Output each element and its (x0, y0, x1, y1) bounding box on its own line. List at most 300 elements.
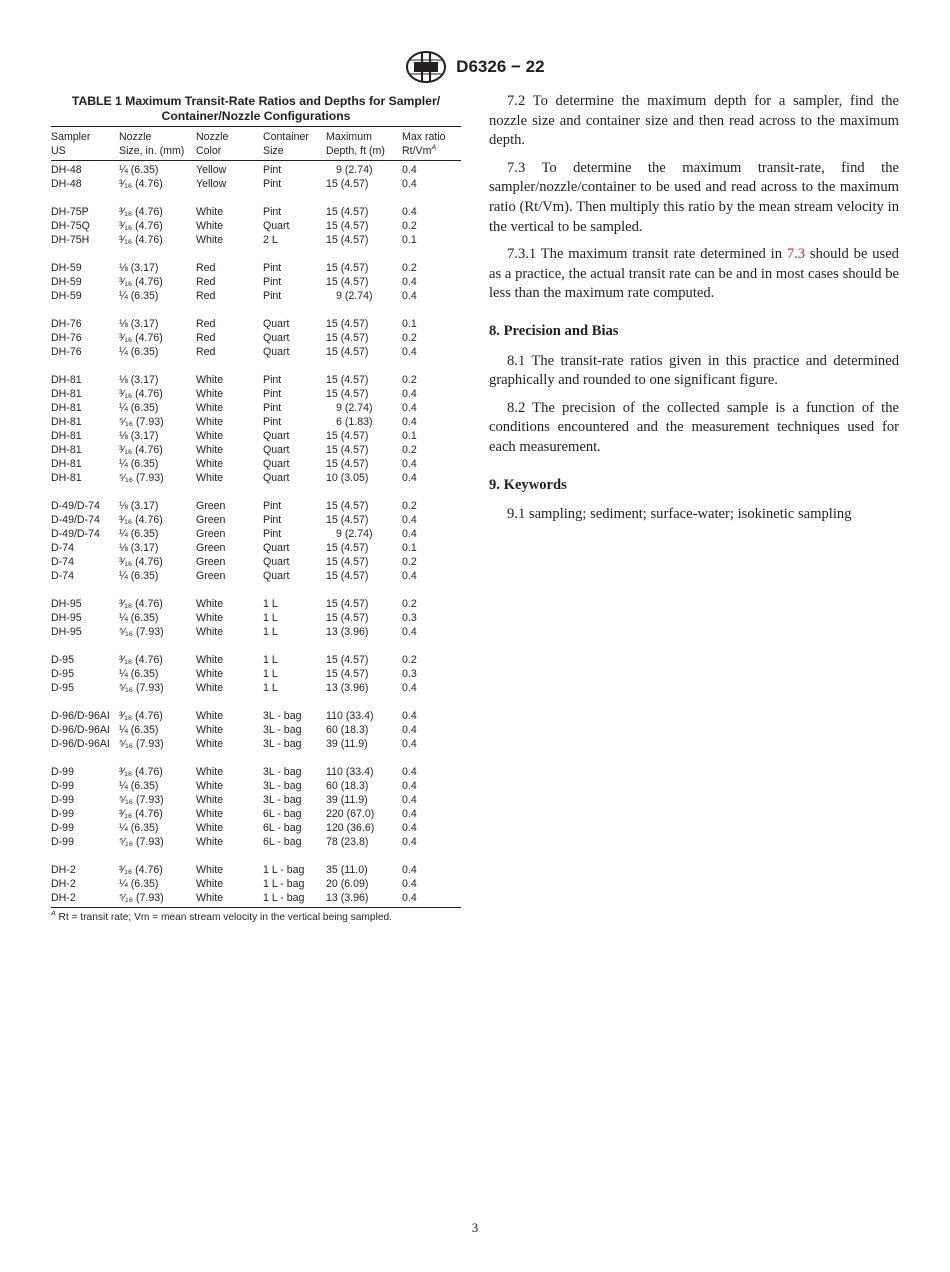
cell-max-ratio: 0.3 (402, 668, 417, 680)
cell-nozzle-color: White (196, 374, 224, 386)
cell-max-depth: 15 (4.57) (326, 318, 369, 330)
cell-max-ratio: 0.2 (402, 262, 417, 274)
cell-sampler: DH-2 (51, 864, 76, 876)
cell-max-depth: 15 (4.57) (326, 388, 369, 400)
table-row (51, 597, 461, 611)
cell-sampler: DH-59 (51, 262, 82, 274)
cell-sampler: DH-2 (51, 891, 119, 908)
cell-max-depth: 13 (3.96) (326, 891, 402, 908)
col-header-max-ratio: Max ratio $Rt/Vm^A$ (402, 127, 461, 161)
cell-max-ratio: 0.4 (402, 164, 417, 176)
cell-max-depth: 15 (4.57) (326, 654, 369, 666)
cell-container-size: 1 L (263, 682, 278, 694)
cell-nozzle-size: ¼ (6.35) (119, 878, 159, 890)
cell-nozzle-color: Green (196, 556, 226, 568)
cell-container-size: Pint (263, 374, 282, 386)
cell-sampler: D-99 (51, 822, 74, 834)
cell-container-size: 3L - bag (263, 766, 302, 778)
cell-nozzle-size: ³⁄₁₆ (4.76) (119, 808, 163, 820)
cell-max-ratio: 0.4 (402, 724, 417, 736)
cell-nozzle-color: White (196, 668, 224, 680)
cell-max-depth: 15 (4.57) (326, 220, 369, 232)
cell-nozzle-color: White (196, 878, 224, 890)
table-row (51, 723, 461, 737)
cell-nozzle-color: White (196, 654, 224, 666)
table-row (51, 611, 461, 625)
cell-max-ratio: 0.4 (402, 290, 417, 302)
cell-container-size: 1 L - bag (263, 891, 326, 908)
cell-max-depth: 9 (2.74) (336, 528, 373, 540)
table-row (51, 877, 461, 891)
cell-nozzle-size: ⅛ (3.17) (119, 262, 159, 274)
table-row (51, 499, 461, 513)
cell-max-depth: 6 (1.83) (336, 416, 373, 428)
table-title: TABLE 1 Maximum Transit-Rate Ratios and Depths for Sampler/ Container/Nozzle Configurations (71, 94, 441, 123)
cell-sampler: DH-95 (51, 598, 82, 610)
cell-sampler: D-49/D-74 (51, 514, 100, 526)
cell-nozzle-size: ⅛ (3.17) (119, 318, 159, 330)
page-header (0, 50, 950, 84)
cell-max-depth: 120 (36.6) (326, 822, 375, 834)
cell-nozzle-size: ³⁄₁₆ (4.76) (119, 220, 163, 232)
cell-container-size: Pint (263, 416, 282, 428)
group-spacer (51, 247, 461, 261)
cell-max-depth: 15 (4.57) (326, 570, 369, 582)
table-row (51, 653, 461, 667)
cell-nozzle-color: White (196, 402, 224, 414)
document-id: D6326 − 22 (456, 57, 545, 76)
cell-max-depth: 15 (4.57) (326, 178, 369, 190)
cell-nozzle-size: ³⁄₁₆ (4.76) (119, 332, 163, 344)
cell-container-size: Pint (263, 178, 282, 190)
cell-max-depth: 10 (3.05) (326, 472, 369, 484)
cell-nozzle-color: White (196, 430, 224, 442)
table-row (51, 317, 461, 331)
table-row (51, 737, 461, 751)
cell-max-ratio: 0.4 (402, 570, 417, 582)
cell-nozzle-color: White (196, 444, 224, 456)
cell-max-ratio: 0.4 (402, 206, 417, 218)
cell-sampler: D-99 (51, 794, 74, 806)
cell-container-size: Quart (263, 472, 290, 484)
cell-nozzle-color: White (196, 780, 224, 792)
table-row (51, 275, 461, 289)
cell-max-ratio: 0.1 (402, 318, 417, 330)
cell-max-ratio: 0.4 (402, 388, 417, 400)
cell-sampler: DH-81 (51, 416, 82, 428)
table-row (51, 821, 461, 835)
table-row (51, 177, 461, 191)
cell-sampler: DH-75P (51, 206, 89, 218)
cell-nozzle-color: White (196, 458, 224, 470)
cell-nozzle-size: ⁵⁄₁₆ (7.93) (119, 682, 164, 694)
cell-nozzle-color: White (196, 724, 224, 736)
cell-container-size: 3L - bag (263, 780, 302, 792)
cell-nozzle-color: White (196, 416, 224, 428)
cell-nozzle-size: ⁵⁄₁₆ (7.93) (119, 836, 164, 848)
table-body (51, 161, 461, 908)
cell-nozzle-color: White (196, 206, 224, 218)
cell-max-ratio: 0.4 (402, 402, 417, 414)
cell-sampler: DH-81 (51, 374, 82, 386)
cell-nozzle-color: White (196, 234, 224, 246)
cell-max-depth: 15 (4.57) (326, 500, 369, 512)
cell-max-depth: 15 (4.57) (326, 458, 369, 470)
table-row (51, 429, 461, 443)
cell-container-size: Quart (263, 318, 290, 330)
cell-sampler: DH-81 (51, 458, 82, 470)
cell-max-ratio: 0.4 (402, 822, 417, 834)
cell-nozzle-size: ³⁄₁₆ (4.76) (119, 514, 163, 526)
cell-nozzle-color: White (196, 612, 224, 624)
cell-container-size: Quart (263, 346, 290, 358)
table-footnote: $^A$ Rt = transit rate; Vm = mean stream velocity in the vertical being sampled. (51, 910, 393, 923)
cell-sampler: DH-81 (51, 402, 82, 414)
cell-sampler: DH-81 (51, 444, 82, 456)
table-row (51, 807, 461, 821)
cell-container-size: 1 L - bag (263, 878, 305, 890)
cell-sampler: D-95 (51, 654, 74, 666)
cell-nozzle-color: White (196, 220, 224, 232)
cell-nozzle-size: ¼ (6.35) (119, 528, 159, 540)
cell-max-depth: 15 (4.57) (326, 514, 369, 526)
cell-max-depth: 15 (4.57) (326, 598, 369, 610)
table-row (51, 387, 461, 401)
cell-max-depth: 15 (4.57) (326, 206, 369, 218)
table-row (51, 625, 461, 639)
table-row (51, 289, 461, 303)
group-spacer (51, 191, 461, 205)
cell-sampler: DH-95 (51, 626, 82, 638)
cell-sampler: D-96/D-96AI (51, 738, 110, 750)
cell-max-ratio: 0.1 (402, 234, 417, 246)
cell-sampler: D-74 (51, 556, 74, 568)
cell-sampler: D-99 (51, 808, 74, 820)
cell-nozzle-size: ³⁄₁₆ (4.76) (119, 864, 163, 876)
cell-max-ratio: 0.3 (402, 612, 417, 624)
table-header-row (51, 127, 461, 161)
table-section (51, 94, 461, 923)
cell-nozzle-size: ¼ (6.35) (119, 822, 159, 834)
table-row (51, 219, 461, 233)
cell-container-size: Pint (263, 164, 282, 176)
cell-sampler: DH-81 (51, 388, 82, 400)
table-row (51, 401, 461, 415)
table-row (51, 541, 461, 555)
cell-max-ratio: 0.2 (402, 444, 417, 456)
cell-sampler: DH-2 (51, 878, 76, 890)
cell-max-depth: 39 (11.9) (326, 738, 368, 750)
group-spacer (51, 695, 461, 709)
section-9-heading: 9. Keywords (489, 476, 567, 493)
cell-max-ratio: 0.4 (402, 836, 417, 848)
page-number: 3 (471, 1220, 479, 1235)
cell-nozzle-color: White (196, 472, 224, 484)
cell-nozzle-size: ³⁄₁₆ (4.76) (119, 710, 163, 722)
group-spacer (51, 849, 461, 863)
table-row (51, 765, 461, 779)
cell-max-depth: 13 (3.96) (326, 626, 369, 638)
cell-container-size: 6L - bag (263, 822, 302, 834)
cell-container-size: 6L - bag (263, 836, 302, 848)
group-spacer (51, 303, 461, 317)
cell-container-size: 6L - bag (263, 808, 302, 820)
cell-max-depth: 60 (18.3) (326, 780, 369, 792)
cell-max-ratio: 0.4 (402, 682, 417, 694)
cell-sampler: D-96/D-96AI (51, 710, 110, 722)
table-row (51, 527, 461, 541)
cell-nozzle-color: White (196, 738, 224, 750)
cell-max-ratio: 0.4 (402, 276, 417, 288)
cell-nozzle-color: Red (196, 318, 216, 330)
cell-nozzle-size: ¼ (6.35) (119, 164, 159, 176)
cell-nozzle-size: ¼ (6.35) (119, 780, 159, 792)
cell-max-depth: 15 (4.57) (326, 444, 369, 456)
col-header-max-depth: Maximum Depth, ft (m) (326, 127, 402, 161)
cell-container-size: Pint (263, 500, 282, 512)
transit-rate-table (51, 126, 461, 908)
cell-nozzle-size: ¼ (6.35) (119, 612, 159, 624)
cell-nozzle-size: ¼ (6.35) (119, 570, 159, 582)
table-row (51, 161, 461, 178)
cell-max-ratio: 0.4 (402, 626, 417, 638)
paragraph-9-1: 9.1 sampling; sediment; surface-water; isokinetic sampling (507, 506, 852, 523)
table-row (51, 555, 461, 569)
cell-max-depth: 35 (11.0) (326, 864, 368, 876)
cell-max-ratio: 0.4 (402, 780, 417, 792)
cell-container-size: Quart (263, 220, 290, 232)
cell-max-ratio: 0.4 (402, 514, 417, 526)
cell-container-size: 3L - bag (263, 724, 302, 736)
cell-container-size: Pint (263, 262, 282, 274)
cell-nozzle-size: ¼ (6.35) (119, 346, 159, 358)
table-row (51, 793, 461, 807)
cell-max-depth: 15 (4.57) (326, 346, 369, 358)
cell-container-size: Quart (263, 542, 290, 554)
cell-nozzle-color: Green (196, 500, 226, 512)
cell-sampler: DH-75Q (51, 220, 90, 232)
cell-max-depth: 15 (4.57) (326, 668, 369, 680)
cell-max-depth: 20 (6.09) (326, 878, 369, 890)
cell-sampler: D-95 (51, 668, 74, 680)
cell-sampler: D-99 (51, 780, 74, 792)
cell-max-depth: 15 (4.57) (326, 262, 369, 274)
cell-nozzle-color: White (196, 710, 224, 722)
cell-container-size: 3L - bag (263, 710, 302, 722)
cell-nozzle-color: White (196, 598, 224, 610)
col-header-sampler: Sampler US (51, 127, 119, 161)
cell-nozzle-size: ⁵⁄₁₆ (7.93) (119, 472, 164, 484)
cell-nozzle-size: ¼ (6.35) (119, 668, 159, 680)
cell-sampler: DH-75H (51, 234, 90, 246)
cell-sampler: DH-59 (51, 276, 82, 288)
cell-max-depth: 15 (4.57) (326, 276, 369, 288)
cell-max-ratio: 0.2 (402, 220, 417, 232)
cell-nozzle-color: White (196, 891, 263, 908)
col-header-nozzle-size: Nozzle Size, in. (mm) (119, 127, 196, 161)
cell-max-depth: 15 (4.57) (326, 430, 369, 442)
cell-sampler: D-99 (51, 766, 74, 778)
cell-max-ratio: 0.2 (402, 556, 417, 568)
astm-logo-icon (405, 50, 447, 84)
cell-container-size: 1 L (263, 654, 278, 666)
cell-nozzle-color: White (196, 864, 224, 876)
cell-max-ratio: 0.2 (402, 332, 417, 344)
table-row (51, 709, 461, 723)
cell-nozzle-color: White (196, 626, 224, 638)
cell-container-size: 1 L (263, 668, 278, 680)
cell-max-ratio: 0.4 (402, 710, 417, 722)
table-row (51, 863, 461, 877)
cell-max-depth: 9 (2.74) (336, 164, 373, 176)
cell-max-depth: 220 (67.0) (326, 808, 375, 820)
cell-nozzle-color: White (196, 794, 224, 806)
cell-sampler: D-49/D-74 (51, 500, 100, 512)
col-header-container-size: Container Size (263, 127, 326, 161)
cell-container-size: 3L - bag (263, 738, 302, 750)
cell-sampler: D-49/D-74 (51, 528, 100, 540)
cell-max-ratio: 0.4 (402, 472, 417, 484)
cell-nozzle-color: White (196, 682, 224, 694)
cell-nozzle-size: ³⁄₁₆ (4.76) (119, 598, 163, 610)
cell-container-size: Pint (263, 290, 282, 302)
cell-max-depth: 110 (33.4) (326, 710, 374, 722)
cell-container-size: Quart (263, 332, 290, 344)
cell-sampler: D-95 (51, 682, 74, 694)
cell-max-depth: 60 (18.3) (326, 724, 369, 736)
table-row (51, 779, 461, 793)
cell-max-ratio: 0.4 (402, 346, 417, 358)
cell-nozzle-size: ³⁄₁₆ (4.76) (119, 234, 163, 246)
group-spacer (51, 639, 461, 653)
table-row (51, 205, 461, 219)
cell-nozzle-size: ³⁄₁₆ (4.76) (119, 444, 163, 456)
cell-nozzle-size: ³⁄₁₆ (4.76) (119, 654, 163, 666)
cell-nozzle-size: ⁵⁄₁₆ (7.93) (119, 416, 164, 428)
paragraph-7-2: 7.2 To determine the maximum depth for a sampler, find the nozzle size and container size and then read across to the maximum depth. (489, 93, 899, 149)
cell-max-ratio: 0.4 (402, 458, 417, 470)
table-row (51, 667, 461, 681)
cell-nozzle-size: ¼ (6.35) (119, 402, 159, 414)
paragraph-7-3: 7.3 To determine the maximum transit-rate, find the sampler/nozzle/container to be used and read across to the maximum ratio (Rt/Vm). Then multiply this ratio by the mean stream velocity in the vertical to be sampled. (489, 159, 899, 235)
cell-max-ratio: 0.2 (402, 598, 417, 610)
cell-max-depth: 9 (2.74) (336, 290, 373, 302)
cell-nozzle-color: White (196, 808, 224, 820)
cell-nozzle-size: ⁵⁄₁₆ (7.93) (119, 891, 196, 908)
cell-max-depth: 13 (3.96) (326, 682, 369, 694)
cell-max-depth: 15 (4.57) (326, 556, 369, 568)
cell-nozzle-size: ⁵⁄₁₆ (7.93) (119, 738, 164, 750)
cell-container-size: Pint (263, 528, 282, 540)
cell-nozzle-color: Red (196, 290, 216, 302)
table-row (51, 891, 461, 908)
table-row (51, 373, 461, 387)
cell-sampler: DH-76 (51, 346, 82, 358)
cell-container-size: Pint (263, 388, 282, 400)
cell-nozzle-color: Red (196, 276, 216, 288)
cell-nozzle-color: Green (196, 528, 226, 540)
cell-container-size: 1 L (263, 626, 278, 638)
cell-max-ratio: 0.4 (402, 864, 417, 876)
cell-nozzle-size: ¼ (6.35) (119, 724, 159, 736)
paragraph-8-2: 8.2 The precision of the collected sample is a function of the conditions encountered and the measurement techniques used for each measurement. (489, 399, 899, 455)
cell-nozzle-size: ³⁄₁₆ (4.76) (119, 388, 163, 400)
cell-max-ratio: 0.1 (402, 542, 417, 554)
cell-nozzle-size: ⅛ (3.17) (119, 500, 159, 512)
cell-max-ratio: 0.4 (402, 808, 417, 820)
cell-container-size: Pint (263, 276, 282, 288)
cell-max-ratio: 0.2 (402, 374, 417, 386)
cell-nozzle-size: ¼ (6.35) (119, 458, 159, 470)
paragraph-8-1: 8.1 The transit-rate ratios given in this practice and determined graphically and rounded to one significant figure. (489, 352, 899, 389)
cell-sampler: DH-48 (51, 164, 82, 176)
cell-sampler: DH-48 (51, 178, 82, 190)
cell-nozzle-color: Red (196, 332, 216, 344)
cell-container-size: Quart (263, 570, 290, 582)
table-row (51, 443, 461, 457)
cell-nozzle-color: Red (196, 262, 216, 274)
cell-nozzle-size: ³⁄₁₆ (4.76) (119, 556, 163, 568)
cell-nozzle-color: Yellow (196, 164, 227, 176)
cell-sampler: D-99 (51, 836, 74, 848)
cell-max-ratio: 0.2 (402, 500, 417, 512)
cell-nozzle-color: Green (196, 514, 226, 526)
group-spacer (51, 485, 461, 499)
body-text (489, 92, 899, 533)
cell-container-size: Quart (263, 458, 290, 470)
cell-sampler: DH-76 (51, 332, 82, 344)
cell-nozzle-size: ⅛ (3.17) (119, 374, 159, 386)
cell-max-ratio: 0.4 (402, 178, 417, 190)
cell-max-ratio: 0.4 (402, 528, 417, 540)
cell-nozzle-size: ⅛ (3.17) (119, 430, 159, 442)
cell-max-depth: 39 (11.9) (326, 794, 368, 806)
group-spacer (51, 359, 461, 373)
cell-container-size: 2 L (263, 234, 278, 246)
paragraph-7-3-1: 7.3.1 The maximum transit rate determined in 7.3 should be used as a practice, the actual transit rate can be and in most cases should be less than the maximum rate computed. (489, 246, 899, 302)
cell-container-size: Pint (263, 402, 282, 414)
cell-nozzle-size: ³⁄₁₆ (4.76) (119, 178, 163, 190)
cell-max-depth: 15 (4.57) (326, 374, 369, 386)
cell-container-size: 3L - bag (263, 794, 302, 806)
cell-nozzle-color: Green (196, 542, 226, 554)
cell-max-depth: 110 (33.4) (326, 766, 374, 778)
cell-container-size: Quart (263, 444, 290, 456)
cell-container-size: Pint (263, 514, 282, 526)
cell-nozzle-color: White (196, 766, 224, 778)
cell-container-size: Quart (263, 556, 290, 568)
cell-max-ratio: 0.4 (402, 794, 417, 806)
section-link-7-3[interactable]: 7.3 (786, 246, 806, 263)
cell-max-ratio: 0.2 (402, 654, 417, 666)
table-row (51, 345, 461, 359)
cell-nozzle-color: White (196, 836, 224, 848)
cell-max-depth: 15 (4.57) (326, 612, 369, 624)
cell-container-size: Quart (263, 430, 290, 442)
table-row (51, 681, 461, 695)
section-8-heading: 8. Precision and Bias (489, 322, 619, 339)
table-row (51, 513, 461, 527)
cell-max-depth: 78 (23.8) (326, 836, 369, 848)
cell-nozzle-color: Green (196, 570, 226, 582)
cell-sampler: DH-81 (51, 472, 82, 484)
cell-sampler: D-74 (51, 570, 74, 582)
cell-nozzle-color: Yellow (196, 178, 227, 190)
cell-max-ratio: 0.4 (402, 416, 417, 428)
cell-max-ratio: 0.4 (402, 738, 417, 750)
cell-container-size: Pint (263, 206, 282, 218)
cell-sampler: DH-81 (51, 430, 82, 442)
